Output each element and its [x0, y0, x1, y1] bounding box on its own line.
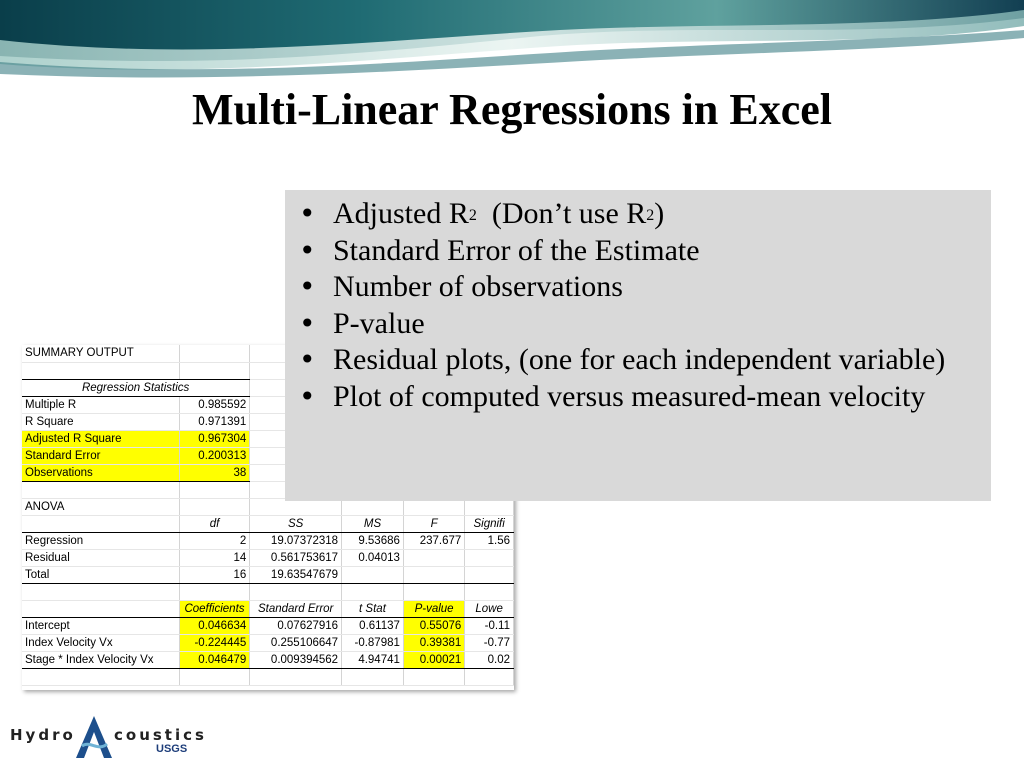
anova-title: ANOVA — [22, 498, 179, 515]
bullet-dot-icon: • — [299, 270, 316, 303]
stat-row-standard-error: Standard Error 0.200313 — [22, 447, 514, 464]
bullet-dot-icon: • — [299, 379, 316, 413]
header-wave-banner — [0, 0, 1024, 80]
stat-row: R Square 0.971391 — [22, 413, 514, 430]
anova-row: Regression 2 19.07372318 9.53686 237.677 1.56 — [22, 532, 514, 549]
stat-row: Multiple R 0.985592 — [22, 396, 514, 413]
bullet-item-observations: • Number of observations — [299, 269, 981, 306]
slide-title: Multi-Linear Regressions in Excel — [191, 85, 833, 134]
bullet-dot-icon: • — [299, 306, 316, 340]
summary-output-title: SUMMARY OUTPUT — [22, 345, 179, 362]
bullet-item-adjusted-r2: • Adjusted $R^2$ (Don’t use $R^2$) — [299, 196, 981, 233]
key-metrics-bullet-box — [285, 190, 991, 501]
bullet-item-residual-plots: • Residual plots, (one for each independent variable) — [299, 342, 981, 379]
bullet-item-standard-error: • Standard Error of the Estimate — [299, 233, 981, 270]
bullet-item-computed-vs-measured: • Plot of computed versus measured-mean velocity — [299, 379, 981, 416]
bullet-dot-icon: • — [299, 233, 316, 267]
usgs-logo-text: USGS — [156, 743, 188, 755]
logo-text-coustics: coustics — [114, 726, 207, 744]
coefficients-header-row: Coefficients Standard Error t Stat P-value Lowe — [22, 600, 514, 617]
hydroacoustics-logo — [10, 712, 207, 762]
anova-header-row: df SS MS F Signifi — [22, 515, 514, 532]
bullet-item-p-value: • P-value — [299, 306, 981, 343]
regression-statistics-header: Regression Statistics — [22, 379, 250, 396]
anova-row: Total 16 19.63547679 — [22, 566, 514, 583]
anova-row: Residual 14 0.561753617 0.04013 — [22, 549, 514, 566]
stat-row-observations: Observations 38 — [22, 464, 514, 481]
logo-a-mark-icon — [74, 714, 114, 760]
coefficient-row: Index Velocity Vx -0.224445 0.255106647 -0.87981 0.39381 -0.77 — [22, 634, 514, 651]
coefficient-row: Intercept 0.046634 0.07627916 0.61137 0.55076 -0.11 — [22, 617, 514, 634]
coefficient-row: Stage * Index Velocity Vx 0.046479 0.009394562 4.94741 0.00021 0.02 — [22, 651, 514, 668]
bullet-dot-icon: • — [299, 343, 316, 376]
stat-row-adjusted-r-square: Adjusted R Square 0.967304 — [22, 430, 514, 447]
bullet-dot-icon: • — [299, 197, 316, 230]
bullet-list — [299, 196, 981, 415]
logo-text-hydro: Hydro — [10, 726, 76, 744]
